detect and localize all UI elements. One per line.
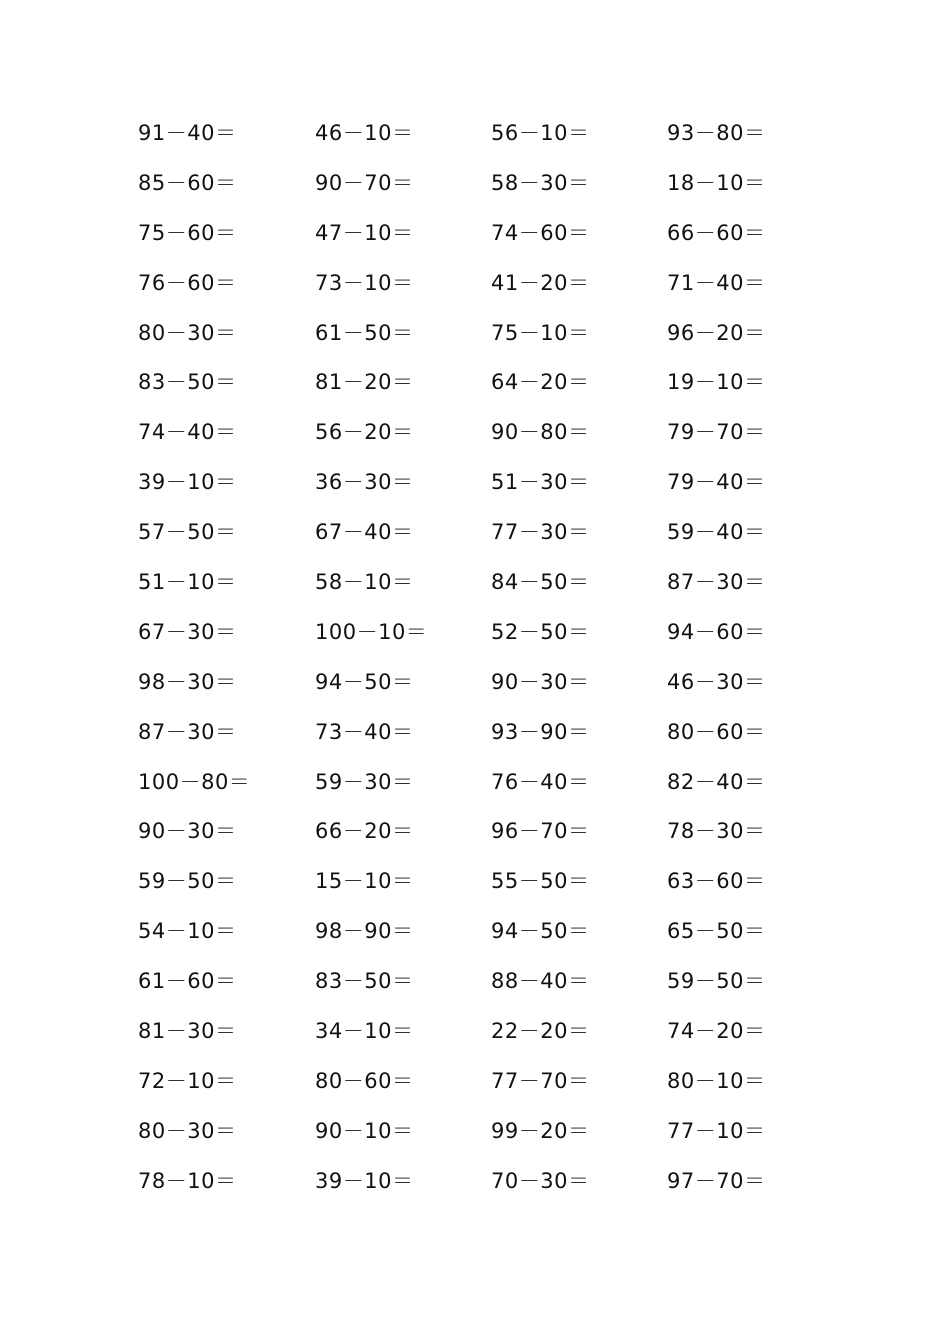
subtraction-problem: 76－60＝ <box>138 270 237 295</box>
subtraction-problem: 18－10＝ <box>667 170 766 195</box>
subtraction-problem: 75－60＝ <box>138 220 237 245</box>
subtraction-problem: 54－10＝ <box>138 919 237 944</box>
subtraction-problem: 66－60＝ <box>667 220 766 245</box>
subtraction-problem: 52－50＝ <box>491 619 590 644</box>
subtraction-problem: 87－30＝ <box>138 719 237 744</box>
subtraction-problem: 19－10＝ <box>667 370 766 395</box>
problem-row <box>138 407 858 457</box>
subtraction-problem: 78－10＝ <box>138 1168 237 1193</box>
subtraction-problem: 67－30＝ <box>138 619 237 644</box>
subtraction-problem: 74－40＝ <box>138 420 237 445</box>
subtraction-worksheet <box>138 108 858 1206</box>
subtraction-problem: 94－50＝ <box>315 669 414 694</box>
subtraction-problem: 57－50＝ <box>138 520 237 545</box>
subtraction-problem: 39－10＝ <box>138 470 237 495</box>
problem-row <box>138 1156 858 1206</box>
subtraction-problem: 99－20＝ <box>491 1118 590 1143</box>
subtraction-problem: 96－70＝ <box>491 819 590 844</box>
subtraction-problem: 74－60＝ <box>491 220 590 245</box>
subtraction-problem: 90－10＝ <box>315 1118 414 1143</box>
subtraction-problem: 91－40＝ <box>138 121 237 145</box>
subtraction-problem: 94－60＝ <box>667 619 766 644</box>
subtraction-problem: 88－40＝ <box>491 969 590 994</box>
problem-row <box>138 557 858 607</box>
subtraction-problem: 51－10＝ <box>138 570 237 595</box>
subtraction-problem: 41－20＝ <box>491 270 590 295</box>
problem-row <box>138 607 858 657</box>
problem-row <box>138 806 858 856</box>
problem-row <box>138 856 858 906</box>
subtraction-problem: 77－30＝ <box>491 520 590 545</box>
subtraction-problem: 59－50＝ <box>667 969 766 994</box>
problem-row <box>138 956 858 1006</box>
subtraction-problem: 96－20＝ <box>667 320 766 345</box>
problem-row <box>138 158 858 208</box>
subtraction-problem: 100－10＝ <box>315 619 428 644</box>
subtraction-problem: 90－30＝ <box>138 819 237 844</box>
subtraction-problem: 15－10＝ <box>315 869 414 894</box>
subtraction-problem: 87－30＝ <box>667 570 766 595</box>
subtraction-problem: 98－30＝ <box>138 669 237 694</box>
problem-row <box>138 357 858 407</box>
subtraction-problem: 66－20＝ <box>315 819 414 844</box>
subtraction-problem: 80－60＝ <box>315 1068 414 1093</box>
subtraction-problem: 51－30＝ <box>491 470 590 495</box>
subtraction-problem: 34－10＝ <box>315 1019 414 1044</box>
subtraction-problem: 58－30＝ <box>491 170 590 195</box>
subtraction-problem: 39－10＝ <box>315 1168 414 1193</box>
subtraction-problem: 97－70＝ <box>667 1168 766 1193</box>
subtraction-problem: 80－10＝ <box>667 1068 766 1093</box>
subtraction-problem: 70－30＝ <box>491 1168 590 1193</box>
subtraction-problem: 36－30＝ <box>315 470 414 495</box>
subtraction-problem: 81－20＝ <box>315 370 414 395</box>
problem-row <box>138 1056 858 1106</box>
subtraction-problem: 47－10＝ <box>315 220 414 245</box>
subtraction-problem: 61－60＝ <box>138 969 237 994</box>
subtraction-problem: 90－70＝ <box>315 170 414 195</box>
subtraction-problem: 82－40＝ <box>667 769 766 794</box>
subtraction-problem: 61－50＝ <box>315 320 414 345</box>
subtraction-problem: 72－10＝ <box>138 1068 237 1093</box>
problem-row <box>138 507 858 557</box>
problem-row <box>138 457 858 507</box>
subtraction-problem: 71－40＝ <box>667 270 766 295</box>
subtraction-problem: 80－30＝ <box>138 320 237 345</box>
subtraction-problem: 59－30＝ <box>315 769 414 794</box>
problem-row <box>138 906 858 956</box>
problem-row <box>138 308 858 358</box>
subtraction-problem: 76－40＝ <box>491 769 590 794</box>
subtraction-problem: 73－40＝ <box>315 719 414 744</box>
subtraction-problem: 22－20＝ <box>491 1019 590 1044</box>
subtraction-problem: 65－50＝ <box>667 919 766 944</box>
subtraction-problem: 63－60＝ <box>667 869 766 894</box>
subtraction-problem: 98－90＝ <box>315 919 414 944</box>
subtraction-problem: 93－80＝ <box>667 121 766 145</box>
problem-row <box>138 657 858 707</box>
subtraction-problem: 64－20＝ <box>491 370 590 395</box>
subtraction-problem: 84－50＝ <box>491 570 590 595</box>
problem-row <box>138 258 858 308</box>
subtraction-problem: 58－10＝ <box>315 570 414 595</box>
subtraction-problem: 46－10＝ <box>315 121 414 145</box>
subtraction-problem: 79－40＝ <box>667 470 766 495</box>
subtraction-problem: 46－30＝ <box>667 669 766 694</box>
subtraction-problem: 67－40＝ <box>315 520 414 545</box>
problem-row <box>138 1006 858 1056</box>
subtraction-problem: 77－10＝ <box>667 1118 766 1143</box>
subtraction-problem: 81－30＝ <box>138 1019 237 1044</box>
problem-row <box>138 1106 858 1156</box>
subtraction-problem: 77－70＝ <box>491 1068 590 1093</box>
problem-row <box>138 707 858 757</box>
subtraction-problem: 73－10＝ <box>315 270 414 295</box>
subtraction-problem: 74－20＝ <box>667 1019 766 1044</box>
subtraction-problem: 85－60＝ <box>138 170 237 195</box>
subtraction-problem: 75－10＝ <box>491 320 590 345</box>
problem-row <box>138 208 858 258</box>
subtraction-problem: 78－30＝ <box>667 819 766 844</box>
subtraction-problem: 59－50＝ <box>138 869 237 894</box>
subtraction-problem: 93－90＝ <box>491 719 590 744</box>
subtraction-problem: 80－30＝ <box>138 1118 237 1143</box>
subtraction-problem: 83－50＝ <box>138 370 237 395</box>
subtraction-problem: 83－50＝ <box>315 969 414 994</box>
subtraction-problem: 59－40＝ <box>667 520 766 545</box>
problem-row <box>138 108 858 158</box>
subtraction-problem: 79－70＝ <box>667 420 766 445</box>
subtraction-problem: 100－80＝ <box>138 769 251 794</box>
subtraction-problem: 94－50＝ <box>491 919 590 944</box>
subtraction-problem: 90－80＝ <box>491 420 590 445</box>
subtraction-problem: 80－60＝ <box>667 719 766 744</box>
subtraction-problem: 55－50＝ <box>491 869 590 894</box>
subtraction-problem: 56－20＝ <box>315 420 414 445</box>
subtraction-problem: 56－10＝ <box>491 121 590 145</box>
problem-row <box>138 757 858 807</box>
subtraction-problem: 90－30＝ <box>491 669 590 694</box>
